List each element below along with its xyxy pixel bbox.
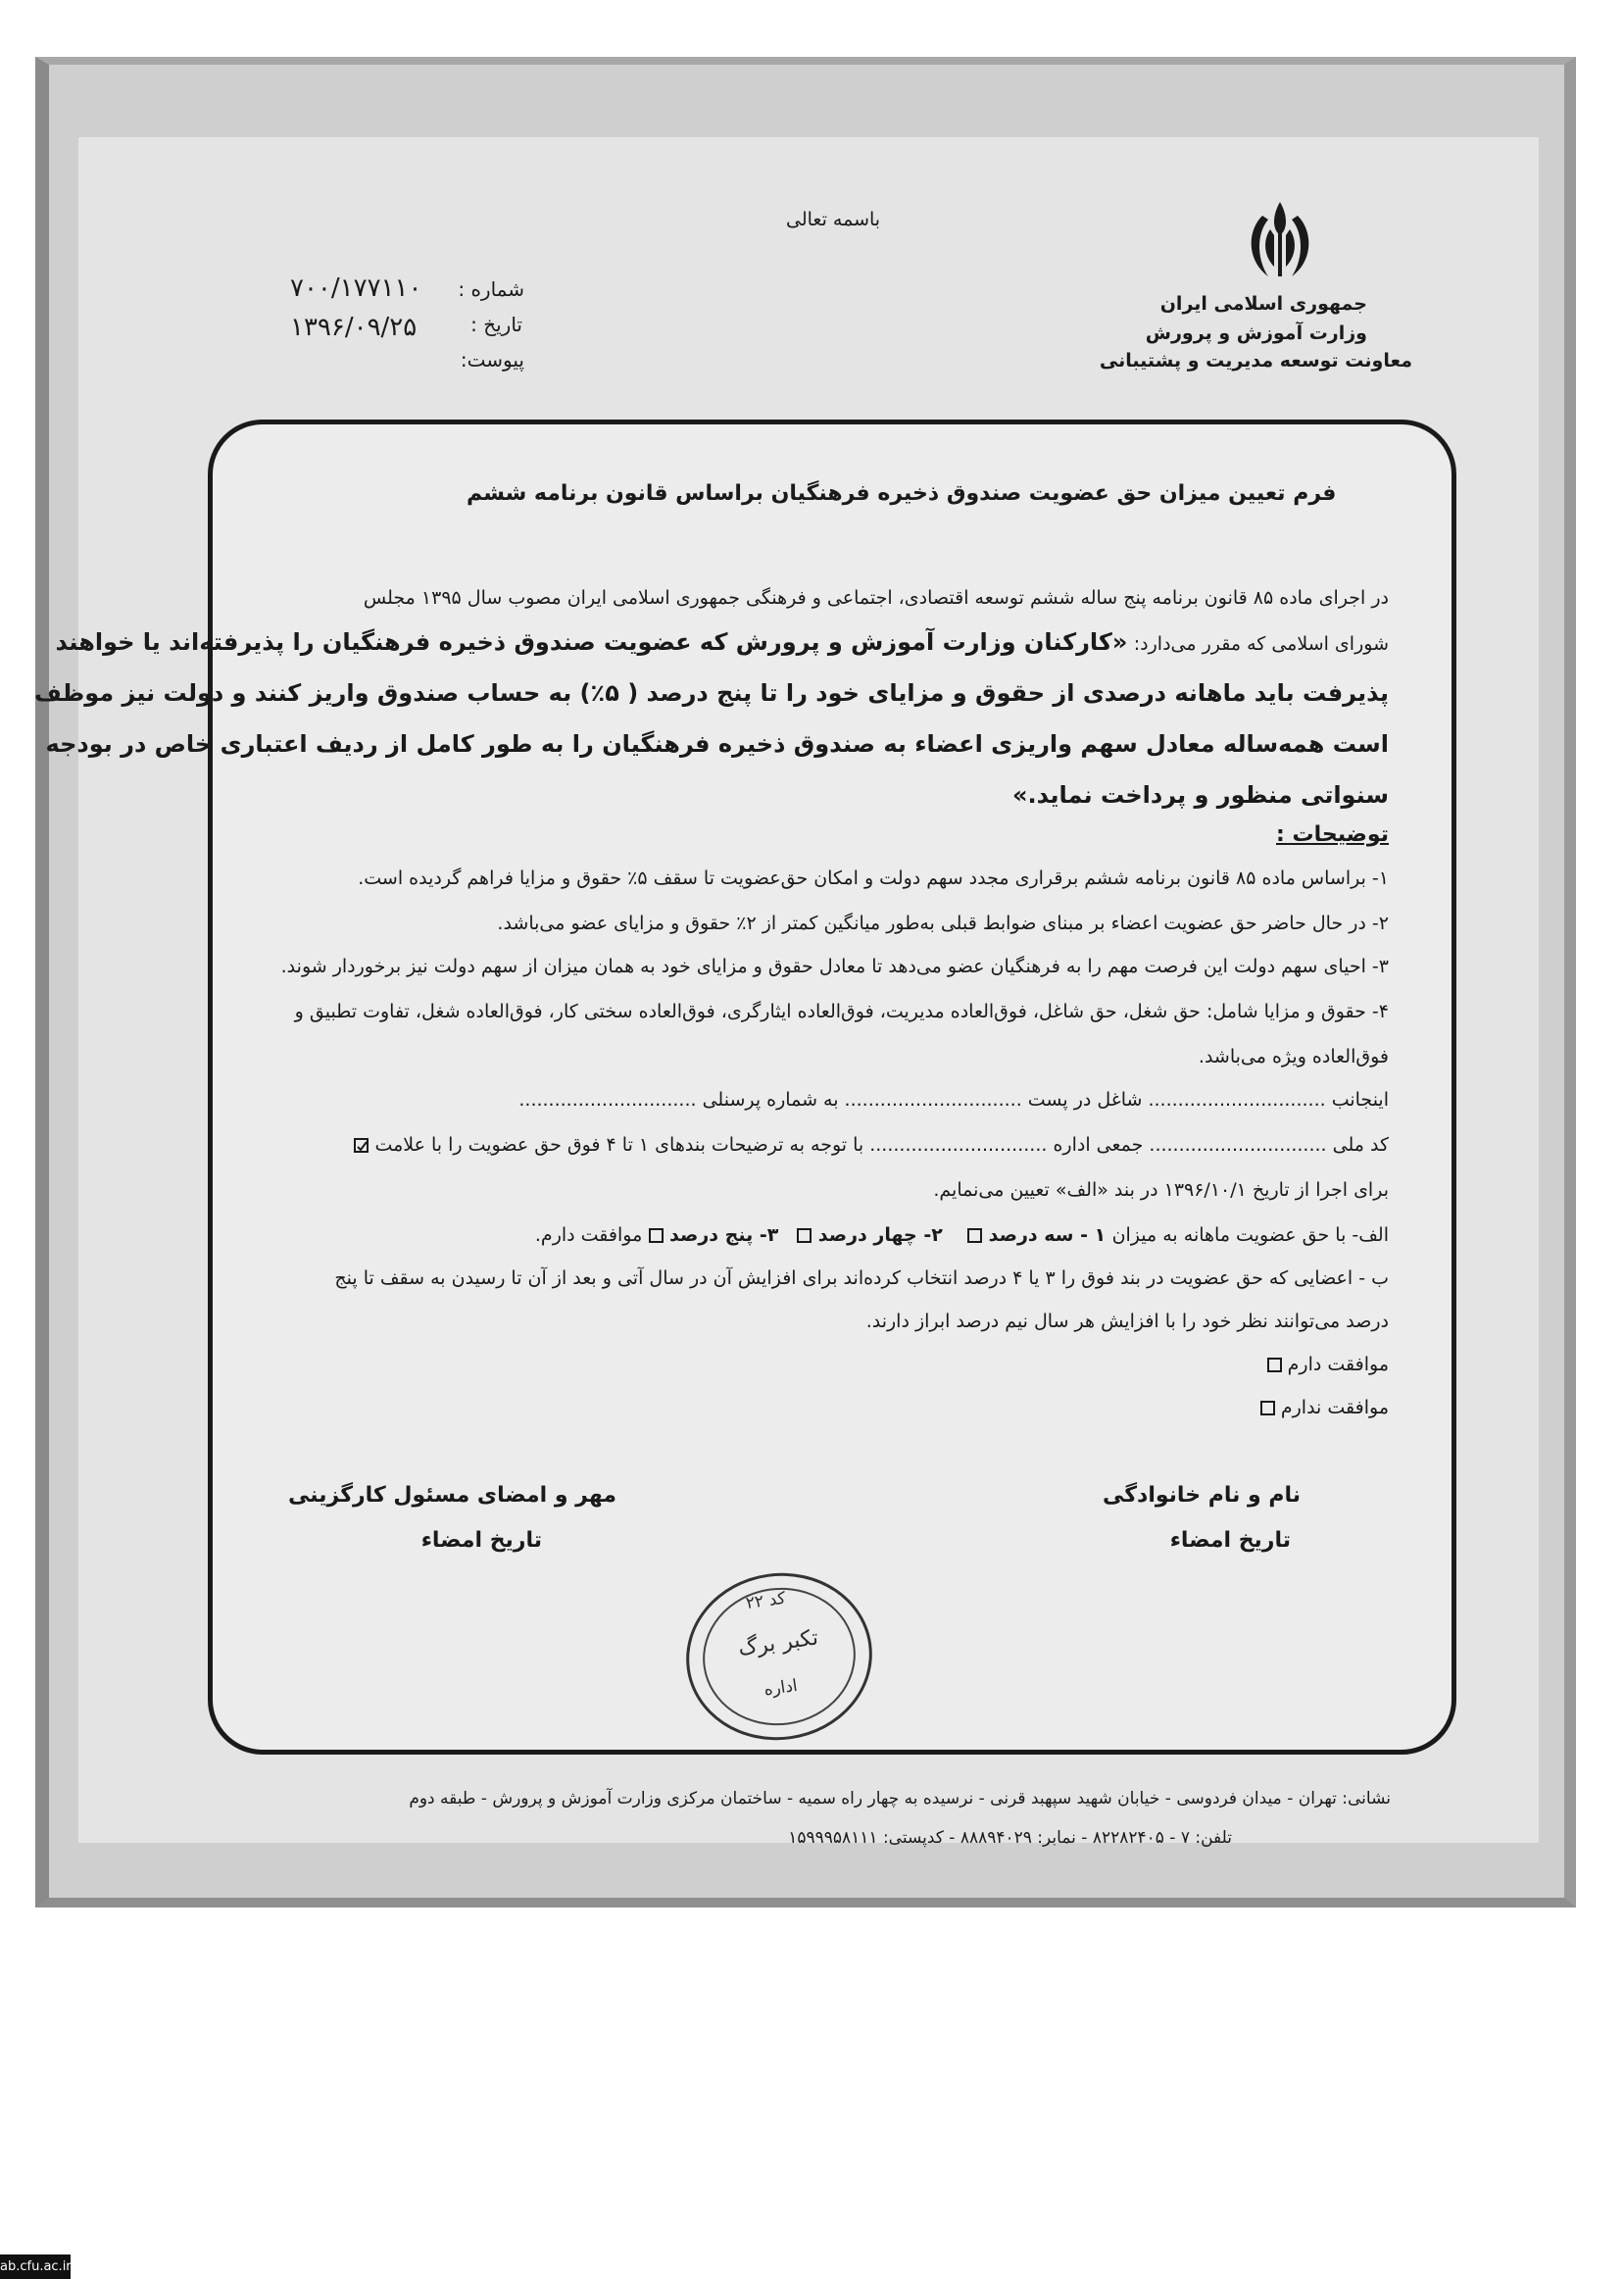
option-2-label: ۲- چهار درصد (817, 1224, 943, 1246)
option-a-suffix: موافقت دارم. (534, 1224, 643, 1246)
intro-line-1: در اجرای ماده ۸۵ قانون برنامه پنج ساله ششم توسعه اقتصادی، اجتماعی و فرهنگی جمهوری اسلامی ایران مصوب سال ۱۳۹۵ مجلس (363, 587, 1389, 609)
option-3-label: ۳- پنج درصد (669, 1224, 779, 1246)
stamp-line-1: کد ۲۲ (744, 1588, 787, 1614)
signature-employee-title: نام و نام خانوادگی (1103, 1483, 1301, 1508)
agree-label: موافقت دارم (1287, 1354, 1389, 1375)
intro-line-2-normal: شورای اسلامی که مقرر می‌دارد: (1133, 633, 1389, 655)
start-date-line: برای اجرا از تاریخ ۱۳۹۶/۱۰/۱ در بند «الف» تعیین می‌نمایم. (933, 1179, 1389, 1201)
invocation: باسمه تعالی (786, 209, 881, 230)
option-1-label: ۱ - سه درصد (988, 1224, 1107, 1246)
stamp-line-2: تکبر برگ (736, 1625, 820, 1661)
signature-officer-sub: تاریخ امضاء (420, 1528, 542, 1553)
number-value: ۷۰۰/۱۷۷۱۱۰ (290, 273, 422, 303)
national-id-text: کد ملی .............................. جمعی اداره .............................. با توجه به ترضیحات بندهای ۱ تا ۴ فوق حق عضویت را با علامت (374, 1134, 1389, 1156)
check-mark-sample-icon (354, 1138, 369, 1153)
intro-line-4: است همه‌ساله معادل سهم واریزی اعضاء به صندوق ذخیره فرهنگیان را به طور کامل از ردیف اعتباری خاص در بودجه (45, 730, 1389, 758)
option-3-checkbox[interactable] (649, 1228, 664, 1243)
signature-officer-title: مهر و امضای مسئول کارگزینی (288, 1483, 616, 1508)
option-2-checkbox[interactable] (797, 1228, 812, 1243)
applicant-line[interactable]: اینجانب .............................. شاغل در پست .............................. به شماره پرسنلی .............................. (518, 1089, 1389, 1111)
note-item: ۳- احیای سهم دولت این فرصت مهم را به فرهنگیان عضو می‌دهد تا معادل حقوق و مزایای خود به همان میزان از سهم دولت نیز برخوردار شوند. (280, 956, 1389, 977)
org-line-1: جمهوری اسلامی ایران (1159, 293, 1367, 315)
disagree-row (1260, 1396, 1389, 1420)
disagree-checkbox[interactable] (1260, 1401, 1275, 1415)
footer-phones: تلفن: ۷ - ۸۲۲۸۲۴۰۵ - نمابر: ۸۸۸۹۴۰۲۹ - کدپستی: ۱۵۹۹۹۵۸۱۱۱ (788, 1828, 1232, 1848)
intro-line-5: سنواتی منظور و پرداخت نماید.» (1012, 781, 1389, 809)
option-b-line-2: درصد می‌توانند نظر خود را با افزایش هر سال نیم درصد ابراز دارند. (865, 1311, 1389, 1332)
emblem-icon (1233, 196, 1327, 290)
attachment-label: پیوست: (460, 348, 524, 372)
option-a-row (535, 1221, 1389, 1248)
disagree-label: موافقت ندارم (1280, 1397, 1389, 1418)
note-item: ۲- در حال حاضر حق عضویت اعضاء بر مبنای ضوابط قبلی به‌طور میانگین کمتر از ۲٪ حقوق و مزایای عضو می‌باشد. (497, 913, 1389, 934)
org-line-3: معاونت توسعه مدیریت و پشتیبانی (1099, 350, 1412, 372)
option-b-line-1: ب - اعضایی که حق عضویت در بند فوق را ۳ یا ۴ درصد انتخاب کرده‌اند برای افزایش آن در سال آتی و بعد از آن تا رسیدن به سقف تا پنج (334, 1267, 1389, 1289)
date-value: ۱۳۹۶/۰۹/۲۵ (290, 313, 418, 342)
org-line-2: وزارت آموزش و پرورش (1145, 322, 1367, 344)
option-1-checkbox[interactable] (967, 1228, 982, 1243)
intro-line-2 (56, 627, 1389, 658)
footer-address: نشانی: تهران - میدان فردوسی - خیابان شهید سپهبد قرنی - نرسیده به چهار راه سمیه - ساختمان مرکزی وزارت آموزش و پرورش - طبقه دوم (409, 1789, 1391, 1808)
intro-line-3: پذیرفت باید ماهانه درصدی از حقوق و مزایای خود را تا پنج درصد ( ۵٪) به حساب صندوق واریز کنند و دولت نیز موظف (34, 679, 1389, 707)
national-id-line[interactable] (354, 1133, 1389, 1158)
date-label: تاریخ : (470, 313, 522, 336)
signature-employee-sub: تاریخ امضاء (1169, 1528, 1291, 1553)
note-item: ۱- براساس ماده ۸۵ قانون برنامه ششم برقراری مجدد سهم دولت و امکان حق‌عضویت تا سقف ۵٪ حقوق و مزایا فراهم گردیده است. (358, 867, 1389, 889)
agree-row (1267, 1353, 1389, 1377)
form-title: فرم تعیین میزان حق عضویت صندوق ذخیره فرهنگیان براساس قانون برنامه ششم (467, 481, 1337, 506)
intro-line-2-bold: «کارکنان وزارت آموزش و پرورش که عضویت صندوق ذخیره فرهنگیان را پذیرفته‌اند یا خواهند (55, 628, 1128, 656)
note-item: ۴- حقوق و مزایا شامل: حق شغل، حق شاغل، فوق‌العاده مدیریت، فوق‌العاده ایثارگری، فوق‌العاده سختی کار، فوق‌العاده شغل، تفاوت تطبیق و (294, 1001, 1389, 1022)
notes-heading: توضیحات : (1276, 822, 1389, 847)
site-badge: ab.cfu.ac.ir (0, 2254, 71, 2279)
number-label: شماره : (458, 277, 524, 301)
option-a-prefix: الف- با حق عضویت ماهانه به میزان (1111, 1224, 1389, 1246)
agree-checkbox[interactable] (1267, 1358, 1282, 1372)
stamp-line-3: اداره (763, 1675, 799, 1701)
note-item-continuation: فوق‌العاده ویژه می‌باشد. (1198, 1046, 1389, 1067)
